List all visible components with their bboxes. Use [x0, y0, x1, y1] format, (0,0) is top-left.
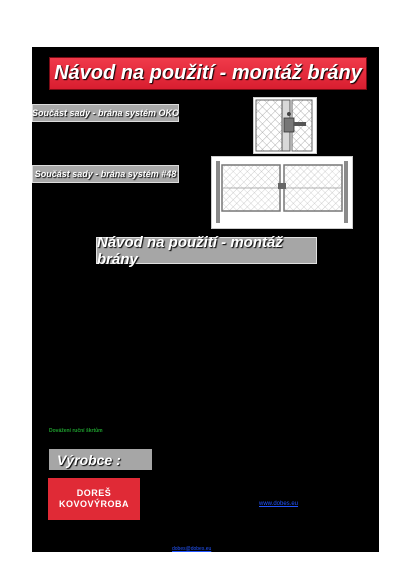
part-label-48-text: Součást sady - brána systém #48 — [34, 169, 177, 179]
company-logo — [48, 478, 140, 520]
green-note: Dovážení ruční škrtům — [49, 428, 103, 434]
part-label-oko-text: Součást sady - brána systém OKO — [31, 108, 180, 118]
title-banner — [49, 57, 367, 90]
gate-lock-photo — [253, 97, 317, 154]
subtitle-banner — [96, 233, 317, 268]
logo-line-2: KOVOVÝROBA — [58, 499, 129, 509]
website-link[interactable]: www.dobes.eu — [259, 501, 299, 507]
document-subtitle: Návod na použití - montáž brány — [97, 233, 283, 268]
document-page — [32, 47, 379, 552]
double-gate-illustration — [212, 157, 352, 228]
logo-line-1: DOREŠ — [76, 488, 112, 498]
maker-label — [49, 449, 152, 470]
part-label-oko — [32, 104, 179, 122]
gate-lock-illustration — [254, 98, 316, 153]
part-label-48 — [32, 165, 179, 183]
maker-label-text: Výrobce : — [57, 451, 121, 468]
document-title: Návod na použití - montáž brány — [54, 62, 362, 84]
email-link[interactable]: dobes@dobes.eu — [172, 546, 212, 552]
double-gate-photo — [211, 156, 353, 229]
